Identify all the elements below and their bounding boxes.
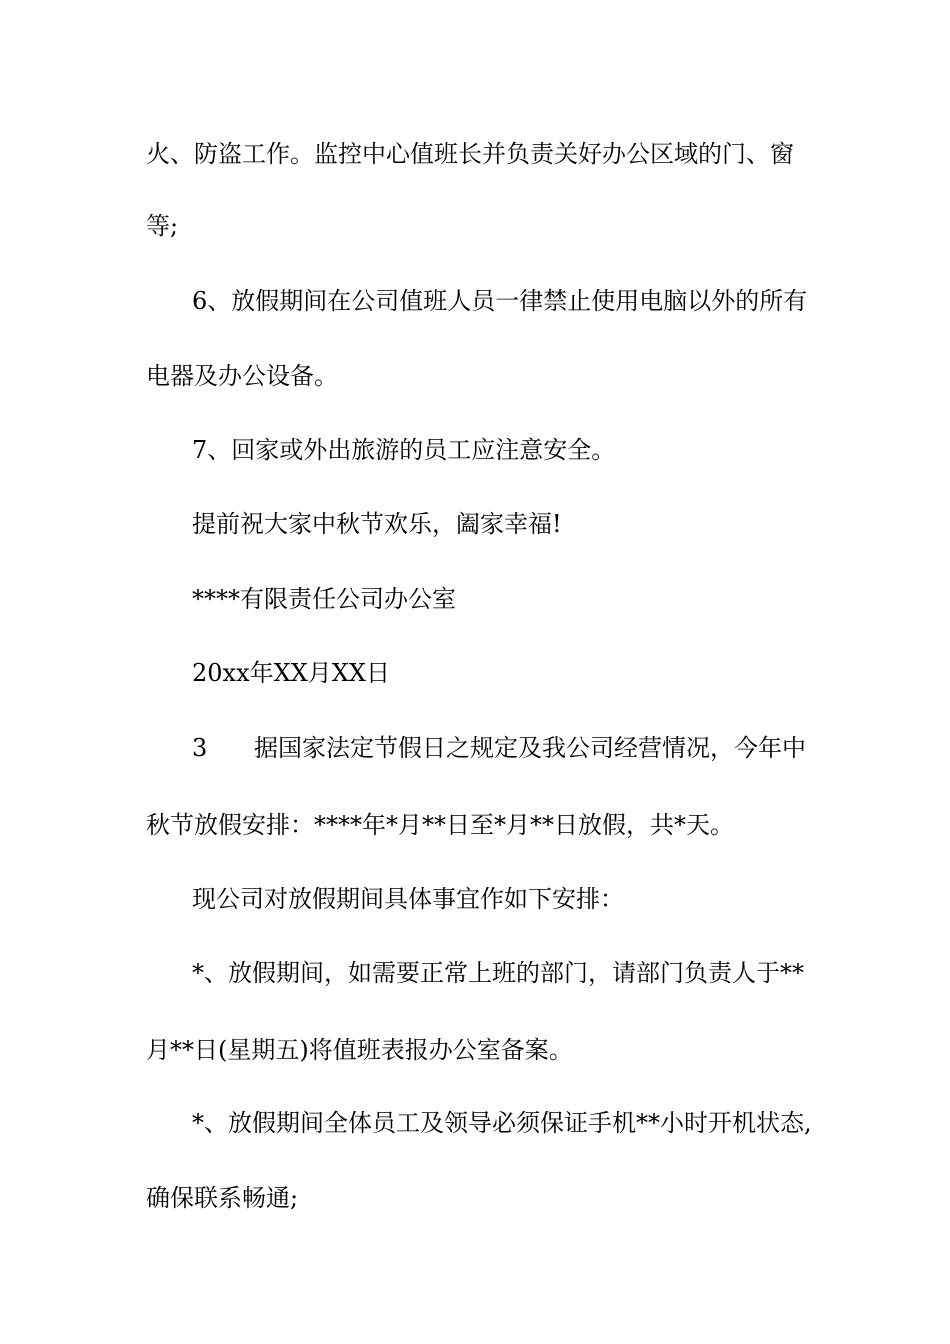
paragraph-line: 7、回家或外出旅游的员工应注意安全。 [192,436,616,464]
paragraph-line: 秋节放假安排：****年*月**日至*月**日放假，共*天。 [146,811,734,839]
paragraph-line: 电器及办公设备。 [146,362,338,390]
paragraph-line: 现公司对放假期间具体事宜作如下安排： [192,885,624,913]
signature-date: 20xx年XX月XX日 [192,659,390,687]
paragraph-line: 提前祝大家中秋节欢乐，阖家幸福! [192,510,562,538]
signature-company: ****有限责任公司办公室 [192,585,456,613]
section-number: 3 [192,734,208,762]
section-heading-line [192,733,806,763]
paragraph-line: 月**日(星期五)将值班表报办公室备案。 [146,1036,573,1064]
paragraph-line: 6、放假期间在公司值班人员一律禁止使用电脑以外的所有 [192,287,808,315]
paragraph-line: *、放假期间，如需要正常上班的部门，请部门负责人于** [192,959,804,987]
paragraph-line: 等; [146,212,179,240]
paragraph-line: *、放假期间全体员工及领导必须保证手机**小时开机状态, [192,1109,812,1137]
paragraph-line: 确保联系畅通; [146,1184,299,1212]
paragraph-line: 火、防盗工作。监控中心值班长并负责关好办公区域的门、窗 [146,140,794,168]
paragraph-text: 据国家法定节假日之规定及我公司经营情况，今年中 [254,734,806,762]
